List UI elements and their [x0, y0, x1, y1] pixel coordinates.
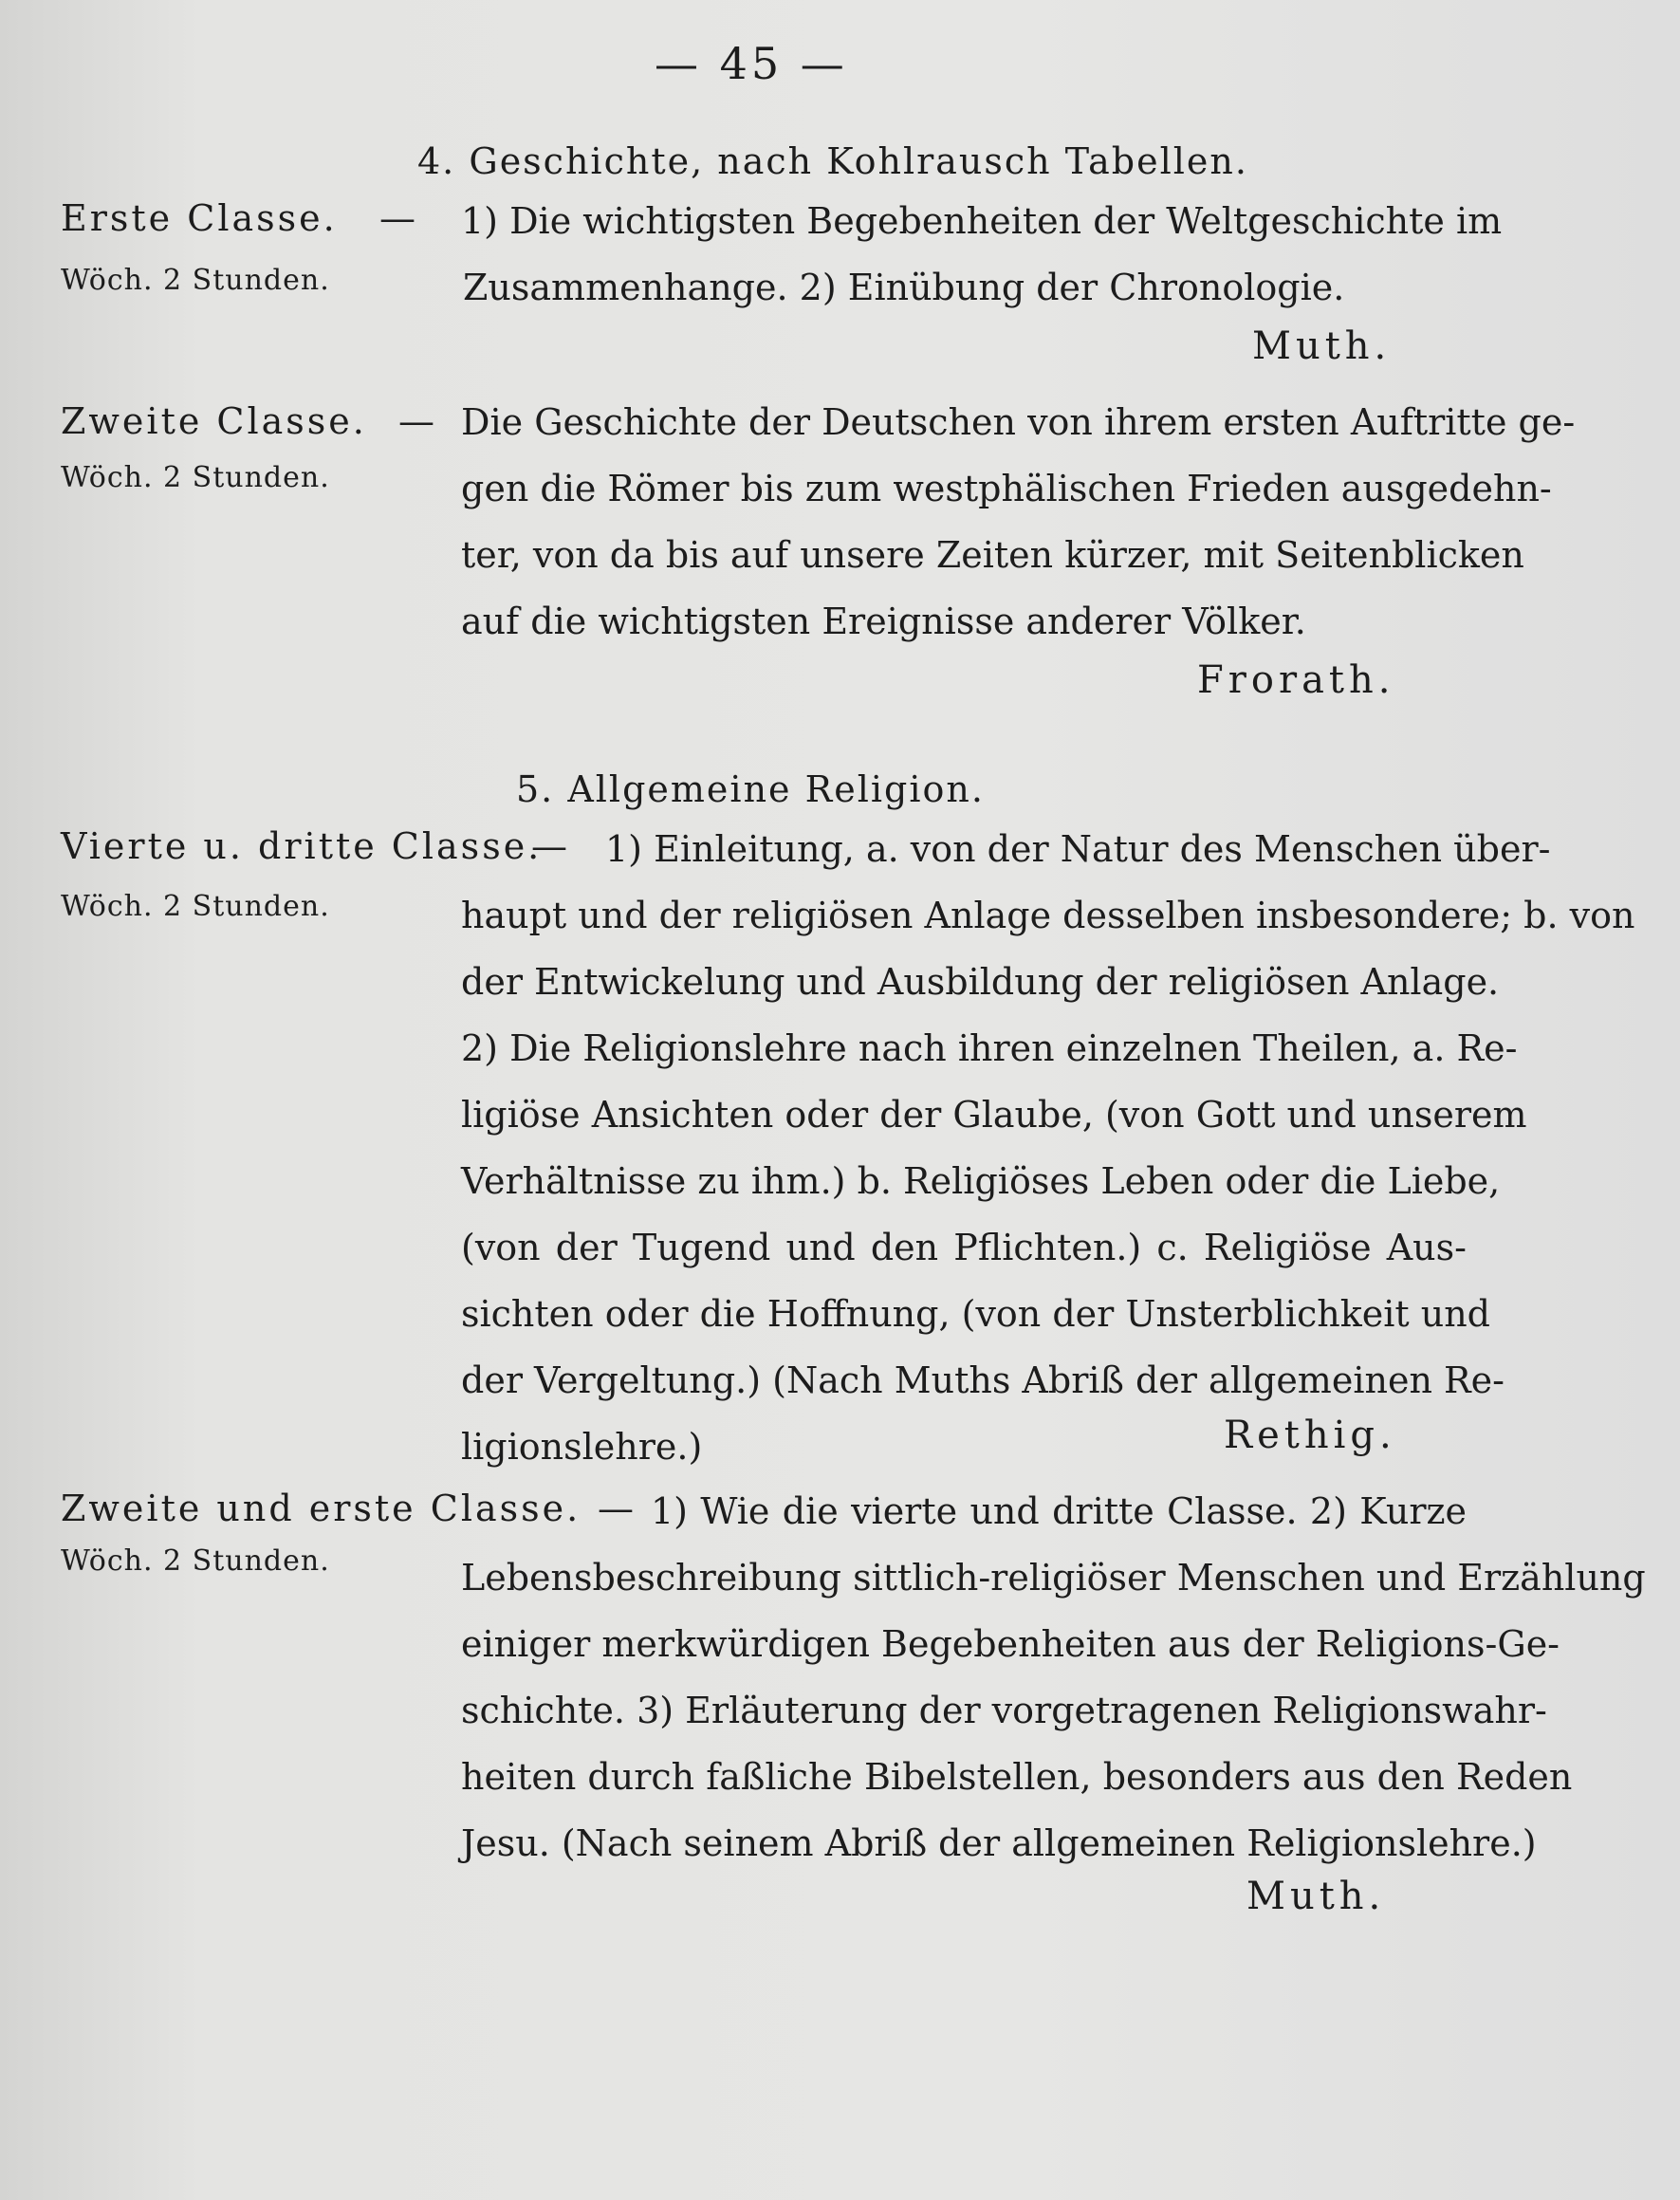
description-line: Die Geschichte der Deutschen von ihrem ersten Auftritte ge- — [461, 401, 1576, 443]
description-line: 1) Wie die vierte und dritte Classe. 2) Kurze — [651, 1490, 1467, 1532]
description-line: ligiöse Ansichten oder der Glaube, (von Gott und unserem — [461, 1094, 1527, 1136]
class-label: Vierte u. dritte Classe. — [61, 825, 543, 867]
description-line: gen die Römer bis zum westphälischen Frieden ausgedehn- — [461, 468, 1552, 509]
description-line: Lebensbeschreibung sittlich-religiöser Menschen und Erzählung — [461, 1557, 1646, 1599]
teacher-signature: Muth. — [1252, 324, 1392, 368]
description-line: ligionslehre.) — [461, 1426, 703, 1468]
section-heading-religion: 5. Allgemeine Religion. — [516, 768, 985, 810]
weekly-hours: Wöch. 2 Stunden. — [61, 264, 330, 297]
description-line: Jesu. (Nach seinem Abriß der allgemeinen Religionslehre.) — [461, 1822, 1537, 1864]
teacher-signature: Frorath. — [1197, 658, 1395, 702]
weekly-hours: Wöch. 2 Stunden. — [61, 890, 330, 923]
weekly-hours: Wöch. 2 Stunden. — [61, 461, 330, 494]
description-line: der Entwickelung und Ausbildung der religiösen Anlage. — [461, 961, 1500, 1003]
description-line: Zusammenhange. 2) Einübung der Chronologie. — [463, 267, 1345, 308]
weekly-hours: Wöch. 2 Stunden. — [61, 1544, 330, 1578]
label-dash: — — [598, 1488, 637, 1529]
description-line: 2) Die Religionslehre nach ihren einzelnen Theilen, a. Re- — [461, 1027, 1518, 1069]
label-dash: — — [379, 197, 418, 239]
description-line: sichten oder die Hoffnung, (von der Unsterblichkeit und — [461, 1293, 1491, 1335]
course-description — [461, 1478, 1646, 1876]
description-line: 1) Einleitung, a. von der Natur des Menschen über- — [605, 828, 1551, 870]
description-line: auf die wichtigsten Ereignisse anderer Völker. — [461, 601, 1306, 642]
description-line: (von der Tugend und den Pflichten.) c. Religiöse Aus- — [461, 1227, 1467, 1268]
page-number: — 45 — — [655, 38, 848, 89]
description-line: haupt und der religiösen Anlage desselben insbesondere; b. von — [461, 895, 1635, 936]
class-label: Zweite und erste Classe. — [61, 1488, 582, 1529]
course-description — [461, 816, 1635, 1480]
class-label: Erste Classe. — [61, 197, 338, 239]
description-line: heiten durch faßliche Bibelstellen, besonders aus den Reden — [461, 1756, 1573, 1798]
description-line: der Vergeltung.) (Nach Muths Abriß der allgemeinen Re- — [461, 1359, 1505, 1401]
course-description — [461, 389, 1576, 655]
label-dash: — — [398, 400, 437, 442]
description-line: schichte. 3) Erläuterung der vorgetragenen Religionswahr- — [461, 1690, 1547, 1731]
description-line: Verhältnisse zu ihm.) b. Religiöses Leben oder die Liebe, — [461, 1160, 1501, 1202]
class-label: Zweite Classe. — [61, 400, 367, 442]
teacher-signature: Rethig. — [1224, 1414, 1396, 1457]
description-line: 1) Die wichtigsten Begebenheiten der Weltgeschichte im — [461, 200, 1503, 242]
section-heading-history: 4. Geschichte, nach Kohlrausch Tabellen. — [417, 140, 1248, 182]
label-dash: — — [531, 825, 570, 867]
teacher-signature: Muth. — [1246, 1875, 1386, 1918]
course-description — [461, 188, 1503, 321]
description-line: ter, von da bis auf unsere Zeiten kürzer, mit Seitenblicken — [461, 534, 1524, 576]
description-line: einiger merkwürdigen Begebenheiten aus der Religions-Ge- — [461, 1623, 1560, 1665]
